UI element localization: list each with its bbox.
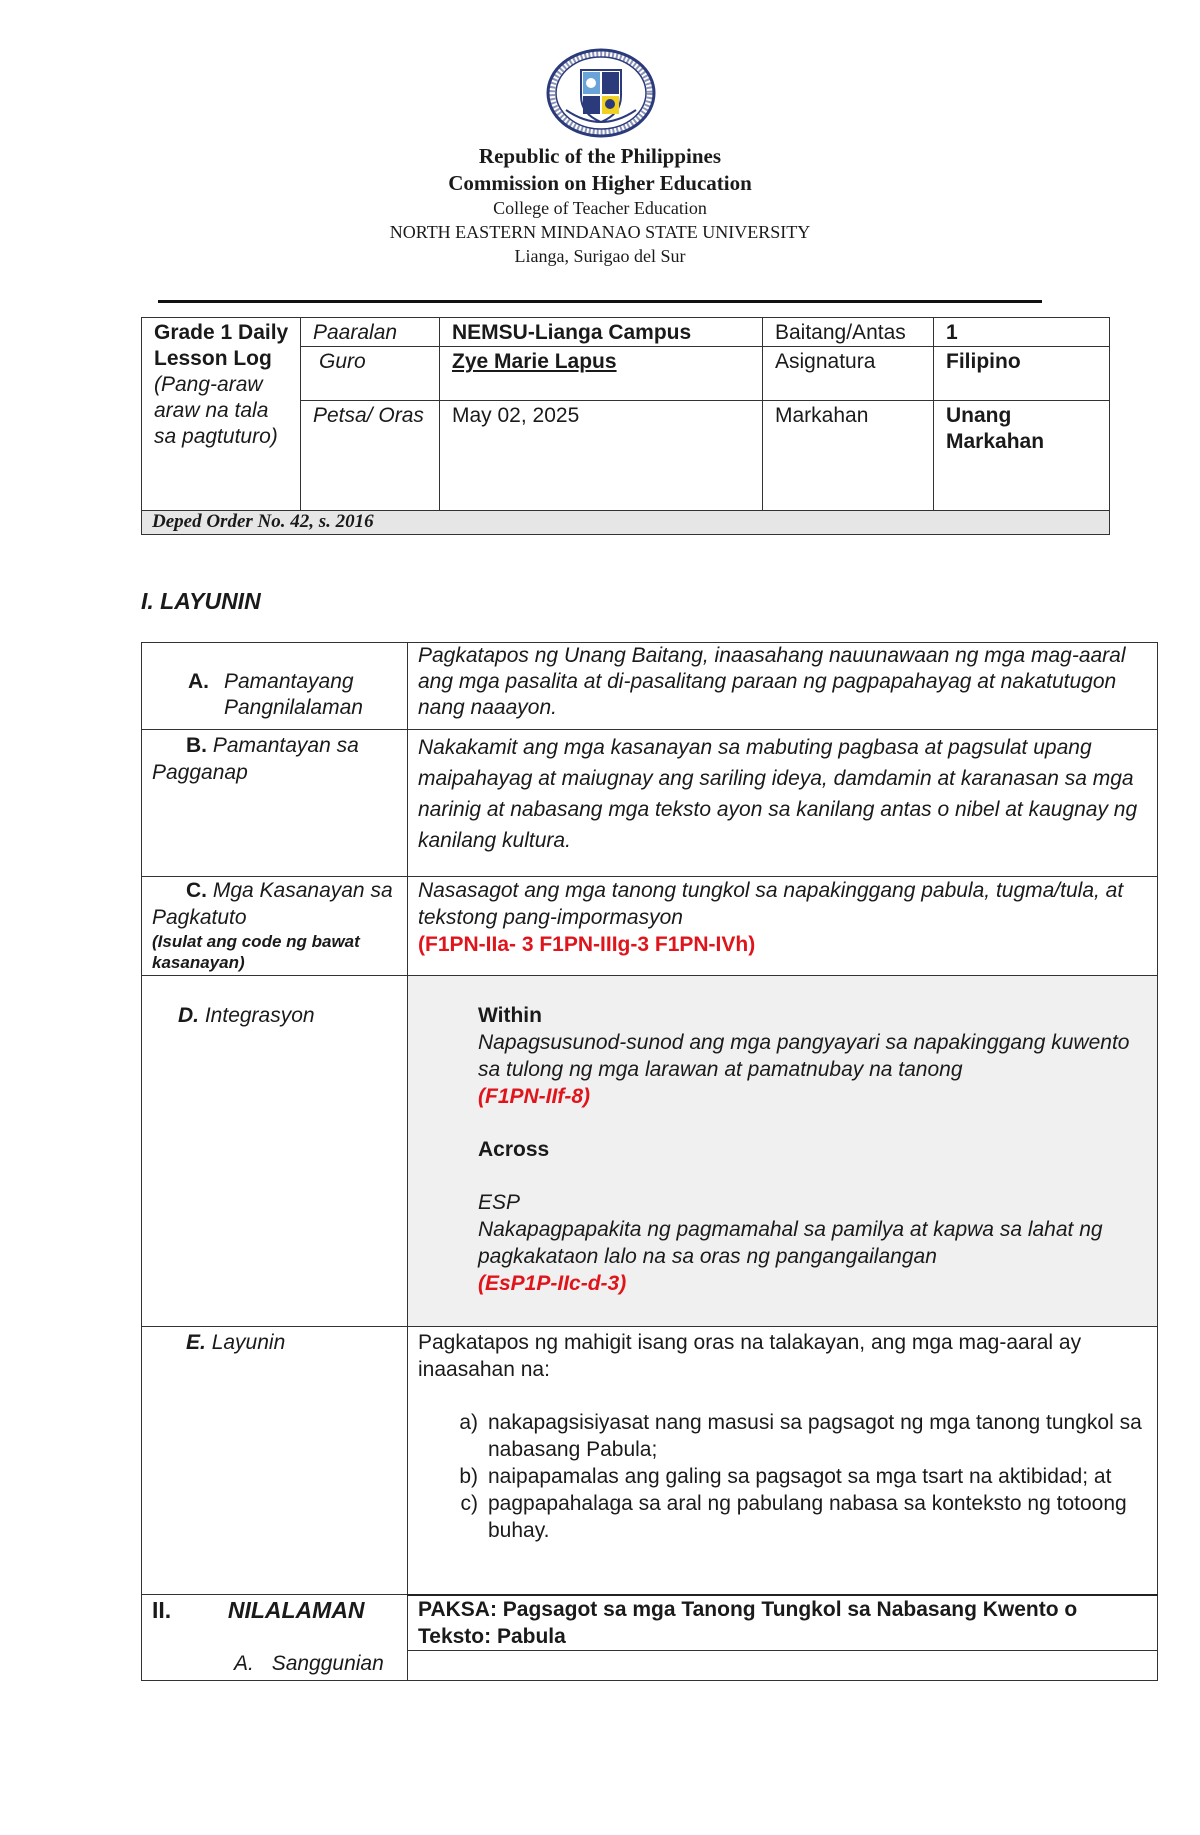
header-commission: Commission on Higher Education bbox=[448, 171, 752, 195]
lesson-log-title: Grade 1 Daily Lesson Log bbox=[154, 321, 289, 370]
university-seal-logo bbox=[546, 48, 656, 138]
baitang-label: Baitang/Antas bbox=[763, 318, 934, 347]
table-row bbox=[142, 877, 1158, 976]
table-row bbox=[142, 730, 1158, 877]
across-code: (EsP1P-IIc-d-3) bbox=[478, 1272, 627, 1295]
e-intro: Pagkatapos ng mahigit isang oras na talakayan, ang mga mag-aaral ay inaasahan na: bbox=[418, 1331, 1082, 1381]
nilalaman-number: II. bbox=[152, 1597, 172, 1623]
section-title-layunin: I. LAYUNIN bbox=[141, 588, 261, 614]
row-c-letter: C. bbox=[186, 879, 207, 902]
list-item bbox=[442, 1409, 1145, 1463]
table-row bbox=[142, 976, 1158, 1327]
row-e-content bbox=[408, 1327, 1158, 1595]
row-d-title: Integrasyon bbox=[204, 1004, 315, 1027]
list-marker: c) bbox=[460, 1492, 478, 1515]
guro-value: Zye Marie Lapus bbox=[440, 347, 763, 401]
list-text: pagpapahalaga sa aral ng pabulang nabasa sa konteksto ng totoong buhay. bbox=[488, 1492, 1127, 1542]
sanggunian-title: Sanggunian bbox=[271, 1652, 384, 1675]
petsa-label: Petsa/ Oras bbox=[301, 401, 440, 511]
nilalaman-label bbox=[142, 1595, 408, 1651]
lesson-log-title-cell bbox=[142, 318, 301, 511]
header-location: Lianga, Surigao del Sur bbox=[514, 246, 686, 266]
petsa-value: May 02, 2025 bbox=[440, 401, 763, 511]
across-text: Nakapagpapakita ng pagmamahal sa pamilya at kapwa sa lahat ng pagkakataon lalo na sa oras ng pangangailangan bbox=[478, 1218, 1103, 1268]
deped-order: Deped Order No. 42, s. 2016 bbox=[142, 511, 1110, 535]
nilalaman-title: NILALAMAN bbox=[227, 1597, 365, 1623]
row-c-content bbox=[408, 877, 1158, 976]
within-code: (F1PN-IIf-8) bbox=[478, 1085, 590, 1108]
row-e-label bbox=[142, 1327, 408, 1595]
sanggunian-content bbox=[408, 1650, 1158, 1680]
across-title: Across bbox=[478, 1138, 550, 1161]
row-a-text: Pagkatapos ng Unang Baitang, inaasahang nauunawaan ng mga mag-aaral ang mga pasalita at di-pasalitang paraan ng pagpapahayag at nakatutugon nang naaayon. bbox=[408, 643, 1158, 730]
list-item bbox=[442, 1490, 1145, 1544]
sanggunian-letter: A. bbox=[234, 1652, 254, 1675]
baitang-value: 1 bbox=[934, 318, 1110, 347]
list-text: naipapamalas ang galing sa pagsagot sa mga tsart na aktibidad; at bbox=[488, 1465, 1112, 1488]
row-c-label bbox=[142, 877, 408, 976]
row-c-title: Mga Kasanayan sa Pagkatuto bbox=[152, 879, 393, 929]
paksa-text: PAKSA: Pagsagot sa mga Tanong Tungkol sa Nabasang Kwento o Teksto: Pabula bbox=[408, 1595, 1158, 1651]
sanggunian-label bbox=[142, 1650, 408, 1680]
layunin-table bbox=[141, 642, 1158, 1681]
paaralan-value: NEMSU-Lianga Campus bbox=[440, 318, 763, 347]
row-c-code: (F1PN-IIa- 3 F1PN-IIIg-3 F1PN-IVh) bbox=[418, 933, 756, 956]
table-row bbox=[142, 1650, 1158, 1680]
row-a-label bbox=[142, 643, 408, 730]
paaralan-label: Paaralan bbox=[301, 318, 440, 347]
table-row bbox=[142, 1595, 1158, 1651]
list-marker: a) bbox=[459, 1411, 478, 1434]
within-title: Within bbox=[478, 1004, 542, 1027]
markahan-value: Unang Markahan bbox=[934, 401, 1110, 511]
e-objectives-list bbox=[418, 1409, 1145, 1544]
lesson-log-subtitle: (Pang-araw araw na tala sa pagtuturo) bbox=[154, 373, 278, 448]
across-esp: ESP bbox=[478, 1191, 521, 1214]
table-row bbox=[142, 643, 1158, 730]
header-university: NORTH EASTERN MINDANAO STATE UNIVERSITY bbox=[389, 222, 811, 242]
markahan-label: Markahan bbox=[763, 401, 934, 511]
row-a-title: Pamantayang Pangnilalaman bbox=[224, 670, 363, 719]
list-marker: b) bbox=[459, 1465, 478, 1488]
list-text: nakapagsisiyasat nang masusi sa pagsagot ng mga tanong tungkol sa nabasang Pabula; bbox=[488, 1411, 1142, 1461]
row-e-letter: E. bbox=[186, 1331, 206, 1354]
asignatura-label: Asignatura bbox=[763, 347, 934, 401]
row-d-label bbox=[142, 976, 408, 1327]
row-b-label bbox=[142, 730, 408, 877]
row-c-text: Nasasagot ang mga tanong tungkol sa napakinggang pabula, tugma/tula, at tekstong pang-impormasyon bbox=[418, 879, 1124, 929]
header-college: College of Teacher Education bbox=[493, 198, 707, 218]
header-republic: Republic of the Philippines bbox=[478, 144, 722, 168]
lesson-log-info-table bbox=[141, 317, 1110, 535]
row-a-letter: A. bbox=[188, 670, 209, 693]
row-b-title: Pamantayan sa Pagganap bbox=[152, 734, 359, 784]
row-e-title: Layunin bbox=[211, 1331, 286, 1354]
asignatura-value: Filipino bbox=[934, 347, 1110, 401]
header-divider bbox=[158, 300, 1042, 303]
row-b-letter: B. bbox=[186, 734, 207, 757]
guro-label: Guro bbox=[301, 347, 440, 401]
row-d-content bbox=[408, 976, 1158, 1327]
table-row bbox=[142, 1327, 1158, 1595]
row-b-text: Nakakamit ang mga kasanayan sa mabuting pagbasa at pagsulat upang maipahayag at maiugnay ang sariling ideya, damdamin at karanasan sa mga narinig at nabasang mga teksto ayon sa kanilang antas o nibel at kaugnay ng kanilang kultura. bbox=[408, 730, 1158, 877]
row-d-letter: D. bbox=[178, 1004, 199, 1027]
within-text: Napagsusunod-sunod ang mga pangyayari sa napakinggang kuwento sa tulong ng mga larawan at pamatnubay na tanong bbox=[478, 1031, 1130, 1081]
list-item bbox=[442, 1463, 1145, 1490]
row-c-note: (Isulat ang code ng bawat kasanayan) bbox=[152, 932, 360, 972]
